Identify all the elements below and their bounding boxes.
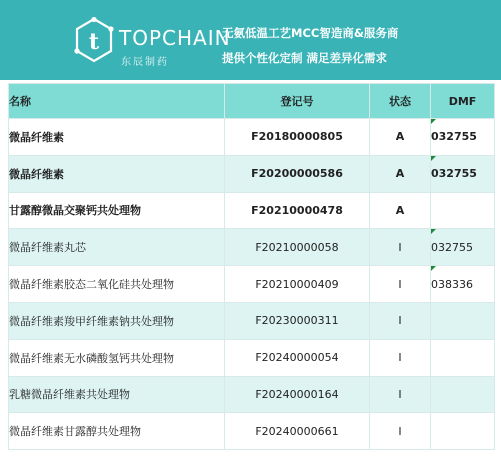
- cell-dmf: 032755: [431, 229, 495, 266]
- cell-name: 微晶纤维素: [9, 119, 225, 156]
- topchain-logo-icon: [74, 17, 114, 63]
- cell-name: 乳糖微晶纤维素共处理物: [9, 376, 225, 413]
- table-row: [9, 229, 495, 266]
- dmf-flag-icon: [431, 119, 436, 124]
- cell-status: I: [370, 413, 431, 450]
- brand-name: TOPCHAIN: [119, 26, 231, 50]
- registration-table: [8, 83, 495, 450]
- cell-reg-no: F20230000311: [225, 302, 370, 339]
- cell-reg-no: F20210000478: [225, 192, 370, 229]
- dmf-flag-icon: [431, 156, 436, 161]
- table-row: [9, 155, 495, 192]
- cell-name: 微晶纤维素无水磷酸氢钙共处理物: [9, 339, 225, 376]
- header-name: 名称: [9, 84, 225, 119]
- cell-status: I: [370, 302, 431, 339]
- cell-status: A: [370, 119, 431, 156]
- cell-name: 微晶纤维素胶态二氧化硅共处理物: [9, 266, 225, 303]
- table-header-row: [9, 84, 495, 119]
- table-row: [9, 192, 495, 229]
- cell-status: I: [370, 339, 431, 376]
- slogan-line-1: 无氨低温工艺MCC智造商&服务商: [222, 26, 399, 40]
- cell-reg-no: F20180000805: [225, 119, 370, 156]
- table-row: [9, 266, 495, 303]
- cell-status: I: [370, 376, 431, 413]
- table-row: [9, 339, 495, 376]
- cell-name: 微晶纤维素: [9, 155, 225, 192]
- header-status: 状态: [370, 84, 431, 119]
- cell-dmf: [431, 192, 495, 229]
- cell-dmf: 032755: [431, 119, 495, 156]
- dmf-flag-icon: [431, 229, 436, 234]
- brand-name-cn: 东辰制药: [121, 57, 169, 68]
- header-dmf: DMF: [431, 84, 495, 119]
- cell-dmf: 032755: [431, 155, 495, 192]
- cell-dmf: [431, 413, 495, 450]
- cell-dmf: [431, 376, 495, 413]
- cell-reg-no: F20240000054: [225, 339, 370, 376]
- cell-status: A: [370, 155, 431, 192]
- cell-status: I: [370, 229, 431, 266]
- cell-name: 甘露醇微晶交聚钙共处理物: [9, 192, 225, 229]
- table-row: [9, 302, 495, 339]
- header-reg-no: 登记号: [225, 84, 370, 119]
- table-row: [9, 376, 495, 413]
- slogan-line-2: 提供个性化定制 满足差异化需求: [222, 51, 388, 65]
- cell-name: 微晶纤维素甘露醇共处理物: [9, 413, 225, 450]
- table-row: [9, 119, 495, 156]
- cell-dmf: [431, 302, 495, 339]
- cell-reg-no: F20210000409: [225, 266, 370, 303]
- cell-status: A: [370, 192, 431, 229]
- svg-text:t: t: [88, 29, 100, 55]
- table-row: [9, 413, 495, 450]
- dmf-flag-icon: [431, 266, 436, 271]
- cell-reg-no: F20200000586: [225, 155, 370, 192]
- cell-status: I: [370, 266, 431, 303]
- cell-dmf: 038336: [431, 266, 495, 303]
- brand-banner: [0, 0, 501, 80]
- cell-reg-no: F20240000661: [225, 413, 370, 450]
- cell-name: 微晶纤维素羧甲纤维素钠共处理物: [9, 302, 225, 339]
- cell-reg-no: F20210000058: [225, 229, 370, 266]
- cell-dmf: [431, 339, 495, 376]
- cell-name: 微晶纤维素丸芯: [9, 229, 225, 266]
- cell-reg-no: F20240000164: [225, 376, 370, 413]
